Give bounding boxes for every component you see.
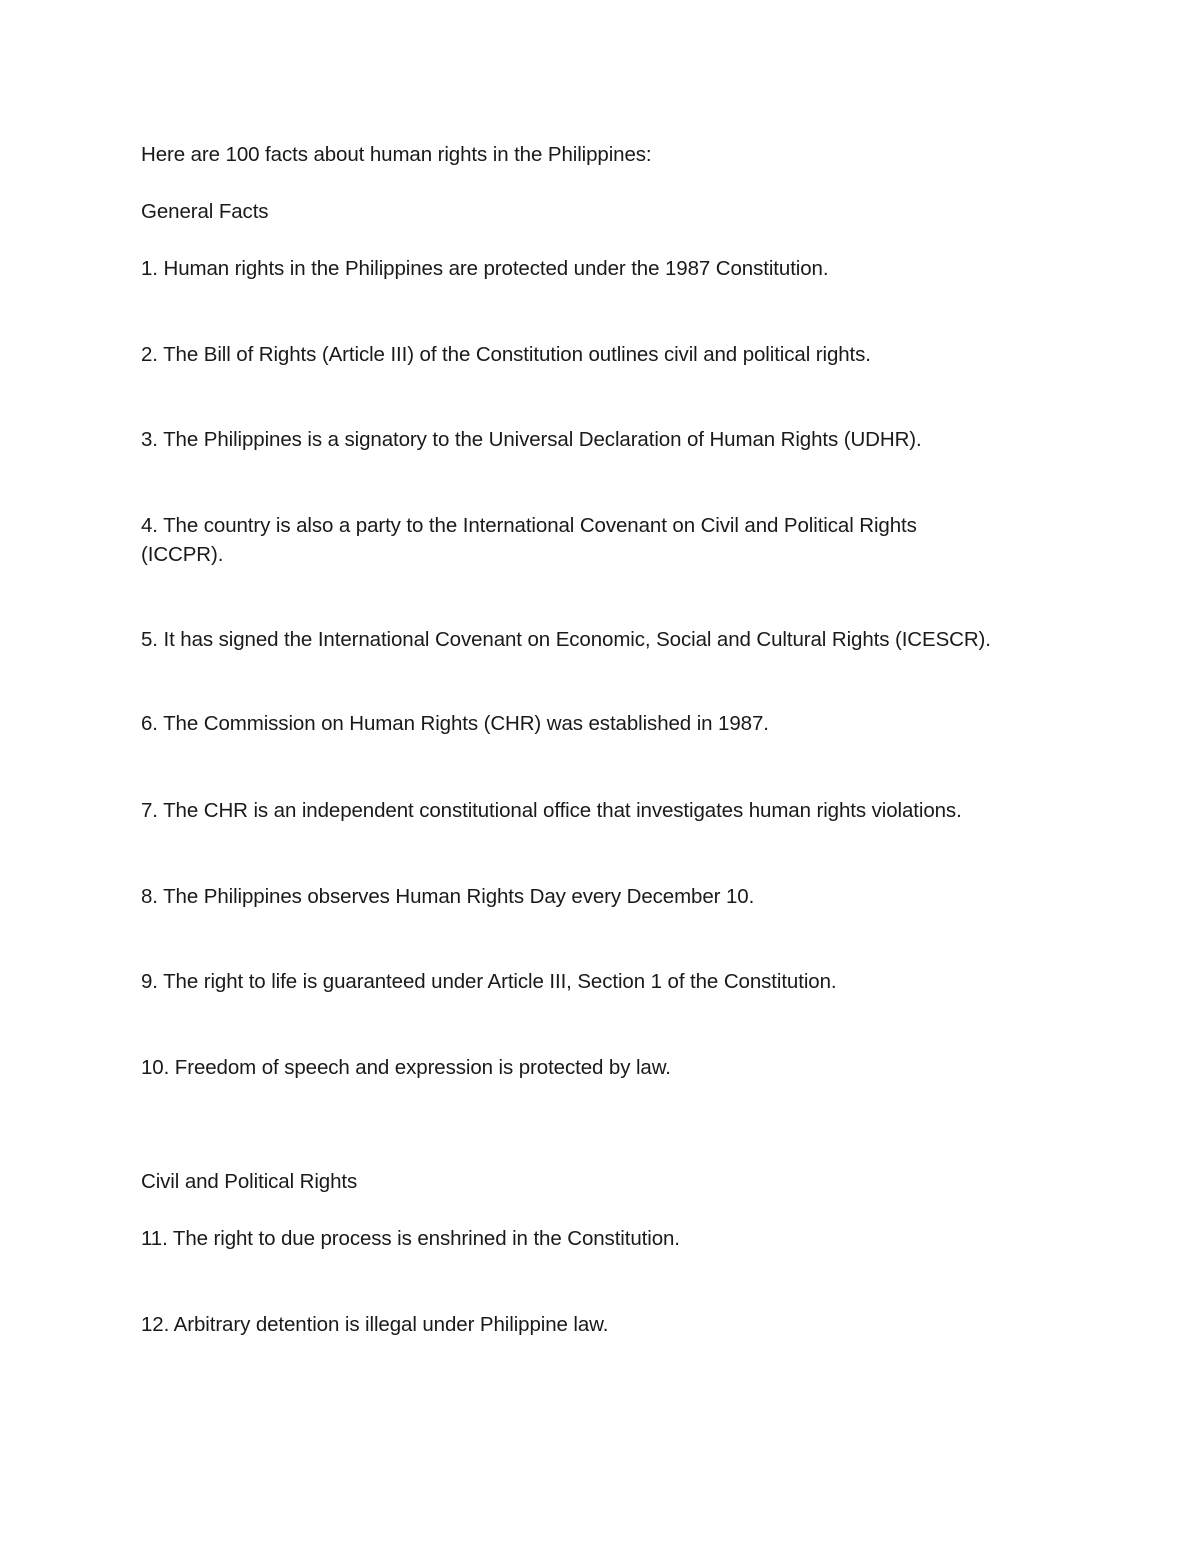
fact-9: 9. The right to life is guaranteed under Article III, Section 1 of the Constitution. [141, 970, 837, 993]
fact-5: 5. It has signed the International Covenant on Economic, Social and Cultural Rights (ICESCR). [141, 628, 991, 651]
intro-text: Here are 100 facts about human rights in the Philippines: [141, 143, 652, 166]
fact-7: 7. The CHR is an independent constitutional office that investigates human rights violations. [141, 799, 962, 822]
fact-4: 4. The country is also a party to the International Covenant on Civil and Political Rights (ICCPR). [141, 514, 917, 566]
section-heading-civil-political-rights: Civil and Political Rights [141, 1170, 358, 1193]
fact-2: 2. The Bill of Rights (Article III) of the Constitution outlines civil and political rights. [141, 343, 871, 366]
fact-6: 6. The Commission on Human Rights (CHR) was established in 1987. [141, 712, 769, 735]
fact-8: 8. The Philippines observes Human Rights Day every December 10. [141, 885, 755, 908]
fact-10: 10. Freedom of speech and expression is protected by law. [141, 1056, 671, 1079]
fact-3: 3. The Philippines is a signatory to the Universal Declaration of Human Rights (UDHR). [141, 428, 922, 451]
fact-11: 11. The right to due process is enshrined in the Constitution. [141, 1227, 680, 1250]
fact-12: 12. Arbitrary detention is illegal under Philippine law. [141, 1313, 609, 1336]
section-heading-general-facts: General Facts [141, 200, 269, 223]
fact-1: 1. Human rights in the Philippines are protected under the 1987 Constitution. [141, 257, 829, 280]
